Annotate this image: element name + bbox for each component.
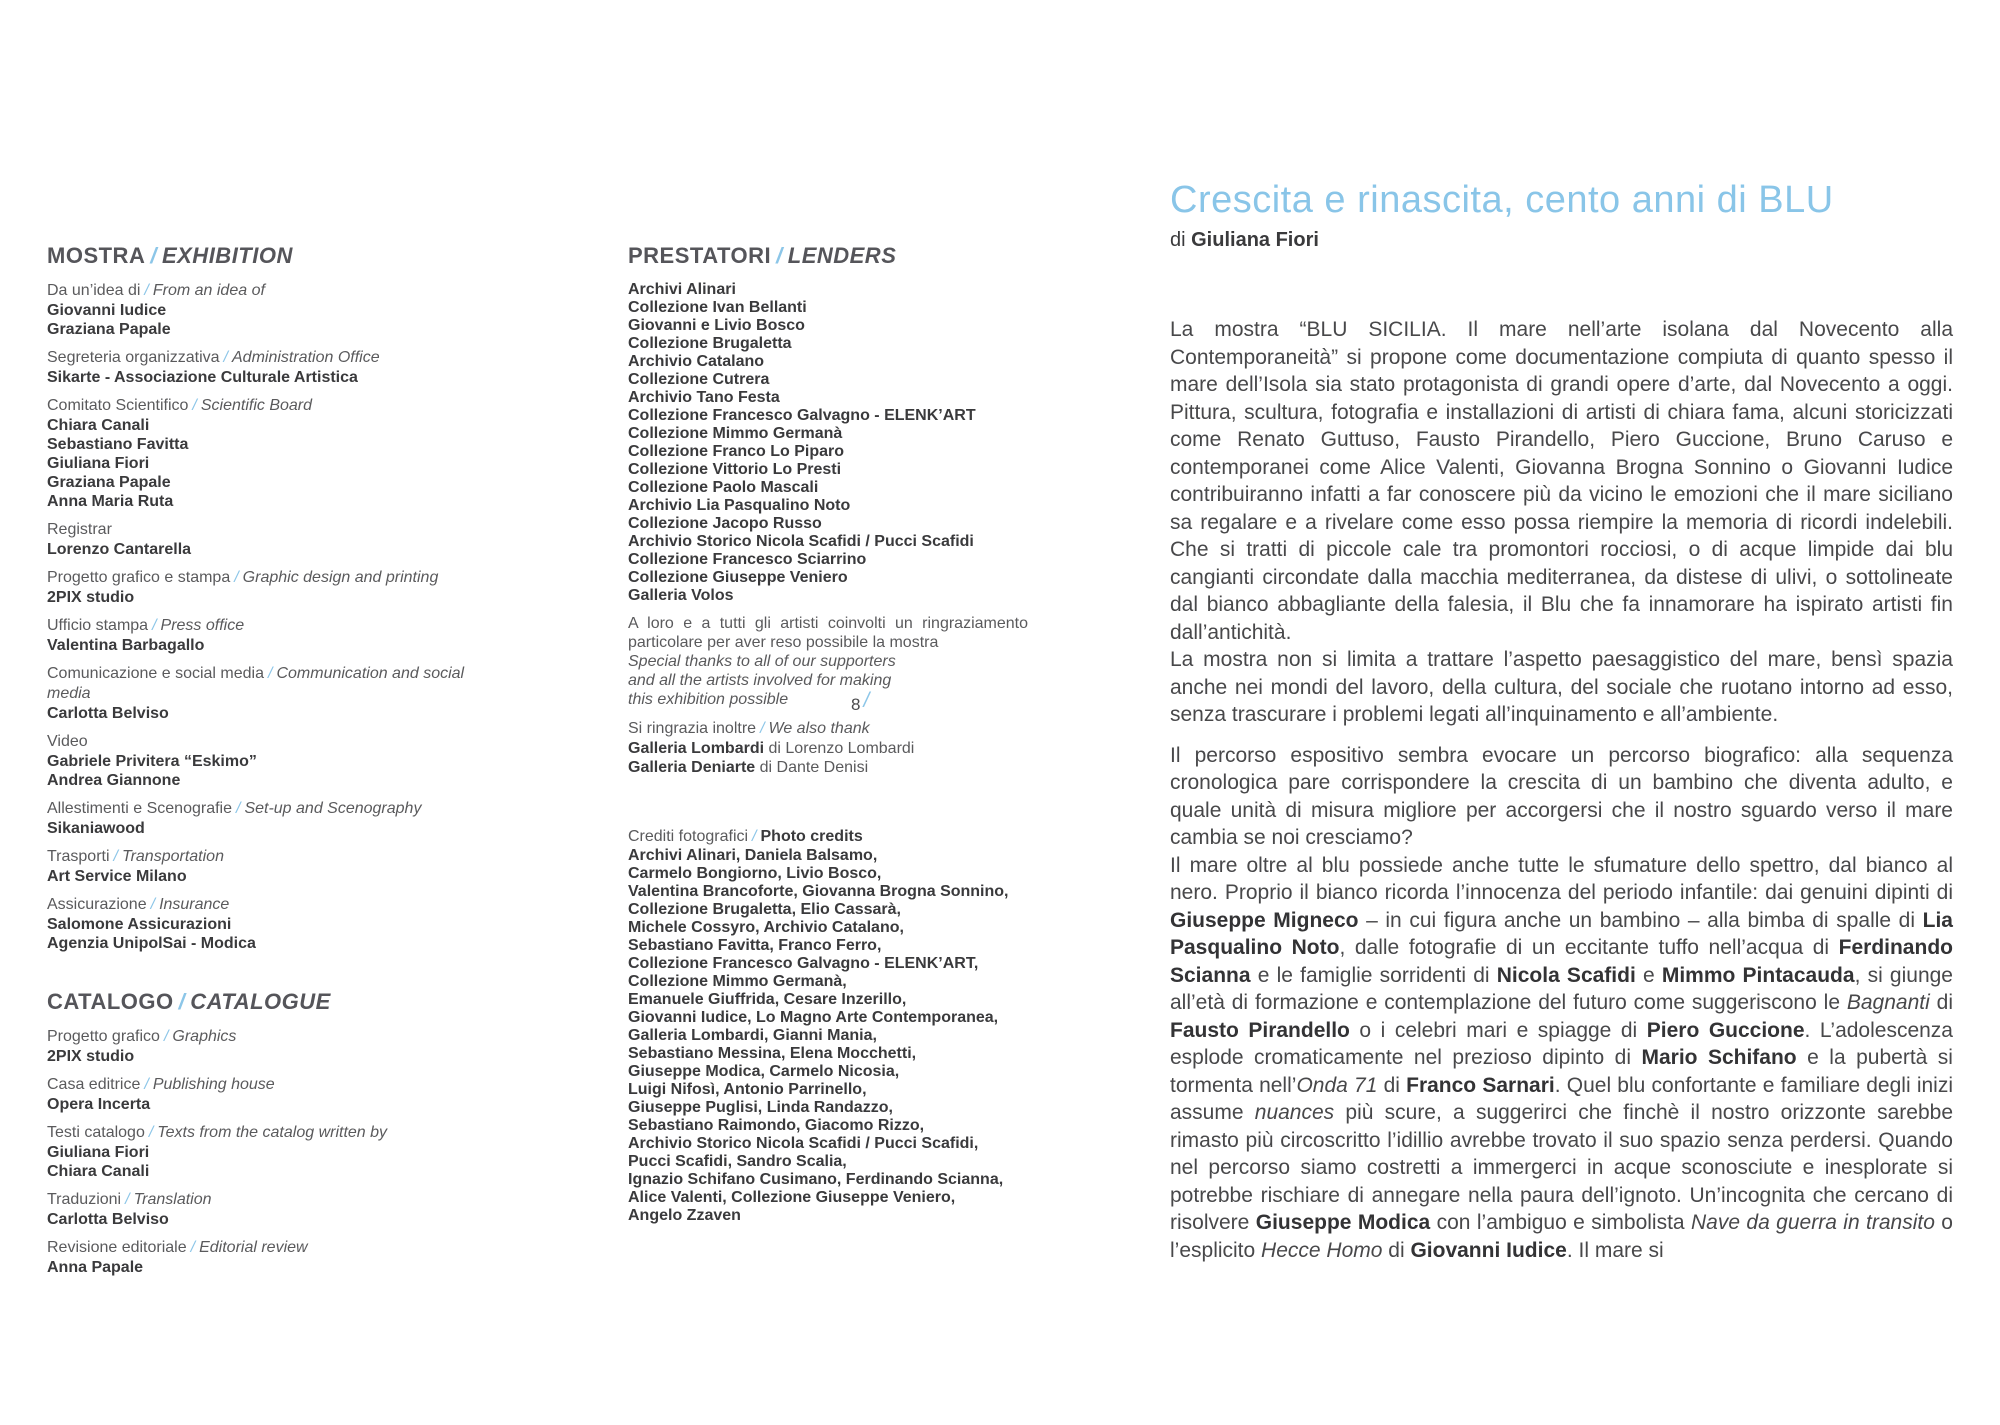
essay-paragraph [1170, 852, 1953, 1265]
entry-value: Gabriele Privitera “Eskimo” [47, 753, 257, 770]
slash-separator: / [178, 989, 186, 1014]
entry-value: Sikarte - Associazione Culturale Artistica [47, 369, 358, 386]
photo-credit-line: Collezione Francesco Galvagno - ELENK’ART, [628, 955, 979, 972]
credit-entry [47, 348, 492, 387]
slash-separator: / [150, 243, 157, 268]
credit-entry [47, 799, 492, 838]
essay-text-run: – in cui figura anche un bambino – alla bimba di spalle di [1358, 908, 1923, 932]
entry-label-en: Editorial review [199, 1239, 308, 1256]
credit-entry [47, 664, 492, 723]
photo-credit-line: Valentina Brancoforte, Giovanna Brogna Sonnino, [628, 883, 1009, 900]
colophon-column [47, 243, 492, 1286]
entry-value: Sikaniawood [47, 820, 145, 837]
gallery-name: Galleria Lombardi [628, 740, 765, 757]
artwork-title: Bagnanti [1846, 991, 1930, 1014]
essay-text-run: o i celebri mari e spiagge di [1349, 1018, 1647, 1042]
essay-text-run: . L’adolescenza esplode cromaticamente nel prezioso dipinto di [1170, 1018, 1953, 1069]
essay-text-run: La mostra “BLU SICILIA. Il mare nell’arte isolana dal Novecento alla Contemporaneità” si propone come documentazione compiuta di quanto spesso il mare dell’Isola sia stato protagonista di grandi opere d’arte, dal Novecento a oggi. Pittura, scultura, fotografia e installazioni di artisti di chiara fama, alcuni storicizzati come Renato Guttuso, Fausto Pirandello, Piero Guccione, Bruno Caruso e contemporanei come Alice Valenti, Giovanna Brogna Sonnino o Giovanni Iudice contribuiranno infatti a far conoscere più da vicino le emozioni che il mare siciliano sa regalare e a rivelare come esso possa riempire la memoria di ricordi indelebili. Che si tratti di piccole cale tra promontori rocciosi, o di acque limpide dai blu cangianti circondate dalla macchia mediterranea, da distese di ulivi, o sottolineate dal bianco abbagliante della falesia, il Blu che fa innamorare ha ispirato artisti fin dall’antichità. [1170, 318, 1953, 644]
entry-label-it: Casa editrice [47, 1076, 141, 1093]
entry-label [47, 1123, 492, 1143]
entry-label [47, 799, 492, 819]
essay-paragraph [1170, 742, 1953, 852]
essay-text-run: . Quel blu confortante e familiare degli inizi assume [1170, 1073, 1953, 1124]
entry-values [47, 867, 492, 886]
credit-entry [47, 1190, 492, 1229]
entry-label-it: Progetto grafico e stampa [47, 569, 231, 586]
entry-value: Carlotta Belviso [47, 705, 169, 722]
entry-values [47, 1095, 492, 1114]
essay-text-run: Il mare oltre al blu possiede anche tutte le sfumature dello spettro, dal bianco al nero. Proprio il bianco ricorda l’innocenza del periodo infantile: dai genuini dipinti di [1170, 853, 1953, 904]
entry-value: Giovanni Iudice [47, 302, 167, 319]
essay-text-run: La mostra non si limita a trattare l’aspetto paesaggistico del mare, bensì spazia anche nei mondi del lavoro, della cultura, del sociale che ruotano intorno ad esso, senza trascurare i problemi legati all’inquinamento e all’ambiente. [1170, 648, 1953, 726]
page-number-slash: / [863, 689, 870, 712]
section-title-it: CATALOGO [47, 989, 174, 1014]
lenders-title-it: PRESTATORI [628, 243, 772, 268]
lender-item: Collezione Vittorio Lo Presti [628, 461, 842, 478]
photo-credits-label-en: Photo credits [760, 828, 863, 845]
entry-label-it: Da un’idea di [47, 282, 141, 299]
entry-label [47, 520, 492, 540]
credit-entry [47, 895, 492, 953]
page-number [851, 689, 870, 716]
lender-item: Archivio Lia Pasqualino Noto [628, 497, 851, 514]
entry-label-en: Graphics [172, 1028, 237, 1045]
section-title-en: CATALOGUE [190, 989, 331, 1014]
entry-label [47, 616, 492, 636]
photo-credits-label-it: Crediti fotografici [628, 828, 749, 845]
entry-values [47, 1258, 492, 1277]
essay-paragraph [1170, 646, 1953, 729]
slash-separator: / [190, 1239, 196, 1256]
entry-label-it: Allestimenti e Scenografie [47, 800, 232, 817]
photo-credit-line: Michele Cossyro, Archivio Catalano, [628, 919, 904, 936]
entry-label-en: Communication and social media [47, 665, 465, 702]
artist-name: Lia Pasqualino Noto [1170, 908, 1953, 959]
credit-entry [47, 1075, 492, 1114]
artwork-title: Hecce Homo [1261, 1238, 1383, 1262]
artist-name: Mimmo Pintacauda [1661, 963, 1855, 987]
byline-prefix: di [1170, 229, 1192, 251]
credit-entry [47, 281, 492, 339]
lenders-header [628, 243, 1098, 269]
photo-credit-line: Collezione Brugaletta, Elio Cassarà, [628, 901, 901, 918]
slash-separator [112, 521, 120, 538]
lender-item: Collezione Cutrera [628, 371, 770, 388]
lender-item: Collezione Franco Lo Piparo [628, 443, 845, 460]
slash-separator: / [223, 349, 228, 366]
entry-value: Giuliana Fiori [47, 455, 150, 472]
entry-label [47, 732, 492, 752]
entry-label-en: Publishing house [152, 1076, 275, 1093]
lenders-title-en: LENDERS [787, 243, 897, 268]
photo-credits-label [628, 827, 1098, 847]
photo-credit-line: Carmelo Bongiorno, Livio Bosco, [628, 865, 882, 882]
photo-credit-line: Giovanni Iudice, Lo Magno Arte Contemporanea, [628, 1009, 999, 1026]
essay-text-run: e [1635, 963, 1662, 987]
entry-label-it: Testi catalogo [47, 1124, 145, 1141]
photo-credit-line: Galleria Lombardi, Gianni Mania, [628, 1027, 877, 1044]
entry-value: Carlotta Belviso [47, 1211, 169, 1228]
credit-entry [47, 847, 492, 886]
colophon-section [47, 989, 492, 1277]
essay-text-run: di [1929, 991, 1953, 1014]
entry-label [47, 847, 492, 867]
slash-separator: / [776, 243, 783, 268]
essay-text-run: , dalle fotografie di un eccitante tuffo nell’acqua di [1339, 936, 1839, 959]
entry-label-it: Segreteria organizzativa [47, 349, 220, 366]
entry-label-it: Ufficio stampa [47, 617, 149, 634]
artist-name: Nicola Scafidi [1496, 963, 1636, 987]
credit-entry [47, 732, 492, 790]
photo-credit-line: Luigi Nifosì, Antonio Parrinello, [628, 1081, 867, 1098]
entry-values [47, 416, 492, 511]
gallery-name: Galleria Deniarte [628, 759, 756, 776]
gallery-owner: di Dante Denisi [755, 759, 869, 776]
slash-separator: / [235, 800, 241, 817]
entry-value: Graziana Papale [47, 474, 171, 491]
section-header [47, 989, 492, 1015]
entry-label-en: Graphic design and printing [242, 569, 439, 586]
artist-name: Giovanni Iudice [1410, 1238, 1567, 1262]
entry-label-en: Insurance [159, 896, 230, 913]
thanks-line-en: and all the artists involved for making [628, 672, 892, 689]
also-thank-label-en: We also thank [768, 720, 870, 737]
slash-separator: / [234, 569, 239, 586]
essay-text-run: di [1382, 1238, 1411, 1262]
entry-label-it: Progetto grafico [47, 1028, 160, 1045]
page-number-value: 8 [851, 695, 861, 714]
photo-credit-line: Archivio Storico Nicola Scafidi / Pucci Scafidi, [628, 1135, 979, 1152]
essay-text-run: più scure, a suggerirci che finchè il nostro orizzonte sarebbe rimasto più circoscritto l’idillio avrebbe trovato il suo spazio senza perdersi. Quando nel percorso siamo costretti a immergerci in acque sconosciute e inesplorate si potrebbe rischiare di annegare nella paura dell’ignoto. Un’incognita che cercano di risolvere [1170, 1101, 1953, 1234]
photo-credit-line: Giuseppe Puglisi, Linda Randazzo, [628, 1099, 893, 1116]
entry-value: Lorenzo Cantarella [47, 541, 192, 558]
also-thank-label [628, 719, 1098, 739]
artist-name: Ferdinando Scianna [1170, 936, 1953, 987]
entry-label-it: Traduzioni [47, 1191, 122, 1208]
lender-list [628, 281, 1098, 605]
slash-separator: / [268, 665, 273, 682]
entry-value: Chiara Canali [47, 417, 150, 434]
slash-separator: / [760, 720, 765, 737]
entry-values [47, 704, 492, 723]
lender-item: Archivio Tano Festa [628, 389, 780, 406]
colophon-section [47, 243, 492, 953]
lender-item: Collezione Paolo Mascali [628, 479, 819, 496]
gallery-owner: di Lorenzo Lombardi [764, 740, 915, 757]
slash-separator: / [113, 848, 118, 865]
entry-label-it: Comitato Scientifico [47, 397, 189, 414]
photo-credit-line: Pucci Scafidi, Sandro Scalia, [628, 1153, 847, 1170]
section-entries [47, 281, 492, 953]
photo-credit-line: Sebastiano Messina, Elena Mocchetti, [628, 1045, 917, 1062]
entry-label-it: Revisione editoriale [47, 1239, 187, 1256]
entry-label [47, 664, 492, 704]
lender-item: Collezione Mimmo Germanà [628, 425, 843, 442]
credit-entry [47, 568, 492, 607]
entry-label-en: Administration Office [232, 349, 380, 366]
lender-item: Galleria Volos [628, 587, 734, 604]
entry-label-en: Transportation [121, 848, 224, 865]
essay-text-run: Il percorso espositivo sembra evocare un percorso biografico: alla sequenza cronologica pare corrispondere la crescita di un bambino che diventa adulto, e quale unità di misura migliore per accorgersi che il nostro sguardo verso il mare cambia se noi cresciamo? [1170, 743, 1953, 849]
photo-credit-line: Angelo Zzaven [628, 1207, 741, 1224]
entry-label-en: Translation [133, 1191, 212, 1208]
essay-title: Crescita e rinascita, cento anni di BLU [1170, 179, 1834, 221]
entry-value: Valentina Barbagallo [47, 637, 205, 654]
entry-value: Anna Maria Ruta [47, 493, 174, 510]
entry-value: Opera Incerta [47, 1096, 151, 1113]
lender-item: Giovanni e Livio Bosco [628, 317, 805, 334]
entry-label-en: Set-up and Scenography [244, 800, 422, 817]
essay-text-run: e le famiglie sorridenti di [1250, 963, 1497, 987]
lender-item: Collezione Francesco Sciarrino [628, 551, 867, 568]
entry-value: Giuliana Fiori [47, 1144, 150, 1161]
photo-credit-line: Sebastiano Favitta, Franco Ferro, [628, 937, 882, 954]
artist-name: Giuseppe Modica [1255, 1211, 1431, 1234]
section-title-en: EXHIBITION [161, 243, 293, 268]
lender-item: Collezione Francesco Galvagno - ELENK’ART [628, 407, 976, 424]
essay-paragraph [1170, 316, 1953, 646]
also-thank-lines [628, 739, 1098, 777]
entry-values [47, 1047, 492, 1066]
entry-values [47, 588, 492, 607]
entry-label [47, 396, 492, 416]
essay-body [1170, 316, 1953, 1264]
essay-text-run: o l’esplicito [1170, 1211, 1953, 1262]
entry-value: 2PIX studio [47, 1048, 135, 1065]
photo-credit-line: Sebastiano Raimondo, Giacomo Rizzo, [628, 1117, 925, 1134]
also-thank-block [628, 719, 1098, 777]
essay-text-run: di [1377, 1073, 1407, 1097]
entry-label [47, 281, 492, 301]
slash-separator [88, 733, 96, 750]
entry-value: Andrea Giannone [47, 772, 181, 789]
entry-value: Graziana Papale [47, 321, 171, 338]
essay-text-run: con l’ambiguo e simbolista [1430, 1211, 1691, 1234]
entry-value: Art Service Milano [47, 868, 187, 885]
credit-entry [47, 1027, 492, 1066]
artwork-title: Nave da guerra in transito [1691, 1211, 1935, 1234]
entry-label-en: Scientific Board [200, 397, 313, 414]
artist-name: Mario Schifano [1641, 1046, 1797, 1069]
entry-label [47, 1027, 492, 1047]
slash-separator: / [752, 828, 757, 845]
lender-item: Collezione Brugaletta [628, 335, 792, 352]
entry-label-it: Comunicazione e social media [47, 665, 264, 682]
slash-separator: / [192, 397, 197, 414]
thanks-line-it: particolare per aver reso possibile la mostra [628, 634, 939, 651]
slash-separator: / [150, 896, 156, 913]
entry-value: Sebastiano Favitta [47, 436, 189, 453]
entry-values [47, 301, 492, 339]
lenders-column [628, 243, 1098, 1225]
entry-values [47, 1143, 492, 1181]
entry-value: Salomone Assicurazioni [47, 916, 232, 933]
essay-text-run: e la pubertà si tormenta nell’ [1170, 1046, 1953, 1097]
entry-label-en: Texts from the catalog written by [157, 1124, 388, 1141]
artist-name: Giuseppe Migneco [1170, 908, 1359, 932]
essay-text-run: , si giunge all’età di formazione e contemplazione del futuro come suggeriscono le [1170, 963, 1953, 1014]
lender-item: Archivi Alinari [628, 281, 736, 298]
entry-label [47, 1075, 492, 1095]
entry-label [47, 568, 492, 588]
entry-label-it: Video [47, 733, 88, 750]
photo-credit-line: Emanuele Giuffrida, Cesare Inzerillo, [628, 991, 907, 1008]
section-title-it: MOSTRA [47, 243, 146, 268]
entry-label-it: Assicurazione [47, 896, 147, 913]
credit-entry [47, 520, 492, 559]
essay-header [1170, 180, 1960, 252]
slash-separator: / [163, 1028, 169, 1045]
essay-byline [1170, 229, 1960, 252]
entry-value: Anna Papale [47, 1259, 144, 1276]
slash-separator: / [144, 282, 149, 299]
also-thank-line [628, 758, 1098, 777]
section-entries [47, 1027, 492, 1277]
essay-text-run: . Il mare si [1566, 1238, 1664, 1262]
artwork-title: Onda 71 [1296, 1073, 1378, 1097]
entry-values [47, 1210, 492, 1229]
thanks-line-it: A loro e a tutti gli artisti coinvolti un ringraziamento [628, 615, 1028, 632]
slash-separator: / [125, 1191, 130, 1208]
entry-values [47, 752, 492, 790]
artist-name: Franco Sarnari [1406, 1073, 1555, 1097]
also-thank-label-it: Si ringrazia inoltre [628, 720, 757, 737]
photo-credit-line: Archivi Alinari, Daniela Balsamo, [628, 847, 878, 864]
credit-entry [47, 616, 492, 655]
lender-item: Collezione Giuseppe Veniero [628, 569, 848, 586]
photo-credit-line: Ignazio Schifano Cusimano, Ferdinando Scianna, [628, 1171, 1004, 1188]
section-header [47, 243, 492, 269]
photo-credit-list [628, 847, 1098, 1225]
artwork-title: nuances [1254, 1101, 1335, 1124]
thanks-line-en: this exhibition possible [628, 691, 789, 708]
photo-credit-line: Collezione Mimmo Germanà, [628, 973, 847, 990]
lender-item: Archivio Catalano [628, 353, 765, 370]
also-thank-line [628, 739, 1098, 758]
credit-entry [47, 396, 492, 511]
photo-credit-line: Giuseppe Modica, Carmelo Nicosia, [628, 1063, 900, 1080]
entry-label [47, 1238, 492, 1258]
artist-name: Piero Guccione [1646, 1018, 1805, 1042]
entry-value: Chiara Canali [47, 1163, 150, 1180]
entry-value: Agenzia UnipolSai - Modica [47, 935, 256, 952]
entry-label-en: Press office [160, 617, 245, 634]
photo-credit-line: Alice Valenti, Collezione Giuseppe Veniero, [628, 1189, 956, 1206]
artist-name: Fausto Pirandello [1170, 1018, 1350, 1042]
entry-label [47, 895, 492, 915]
entry-values [47, 540, 492, 559]
entry-label-it: Trasporti [47, 848, 110, 865]
entry-values [47, 915, 492, 953]
entry-values [47, 368, 492, 387]
entry-label [47, 1190, 492, 1210]
lender-item: Archivio Storico Nicola Scafidi / Pucci Scafidi [628, 533, 974, 550]
entry-label-it: Registrar [47, 521, 112, 538]
lender-item: Collezione Ivan Bellanti [628, 299, 807, 316]
entry-values [47, 636, 492, 655]
slash-separator: / [148, 1124, 154, 1141]
slash-separator: / [144, 1076, 149, 1093]
entry-values [47, 819, 492, 838]
entry-value: 2PIX studio [47, 589, 135, 606]
thanks-line-en: Special thanks to all of our supporters [628, 653, 896, 670]
credit-entry [47, 1238, 492, 1277]
byline-author: Giuliana Fiori [1191, 229, 1319, 251]
entry-label-en: From an idea of [152, 282, 265, 299]
slash-separator: / [152, 617, 157, 634]
photo-credits-block [628, 827, 1098, 1225]
entry-label [47, 348, 492, 368]
credit-entry [47, 1123, 492, 1181]
lender-item: Collezione Jacopo Russo [628, 515, 822, 532]
